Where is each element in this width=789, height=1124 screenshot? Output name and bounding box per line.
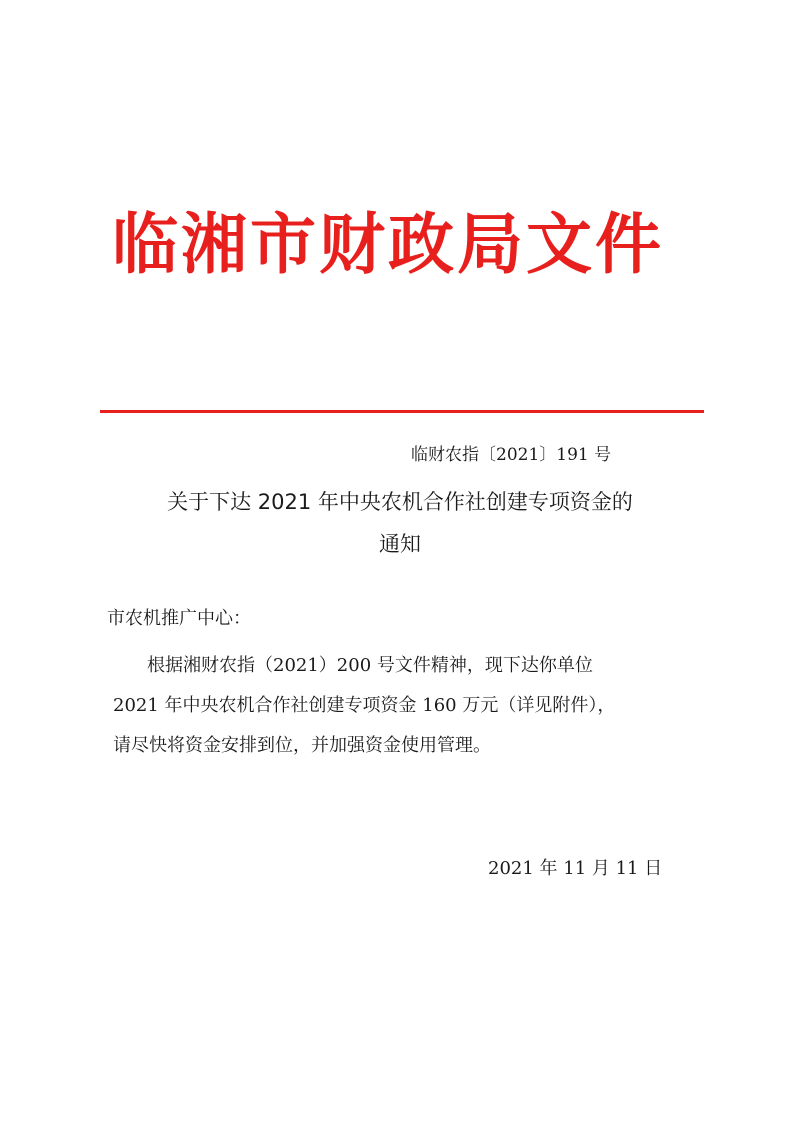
notice-title xyxy=(100,481,700,565)
document-header-title: 临湘市财政局文件 xyxy=(112,206,664,283)
body-line-2: 2021 年中央农机合作社创建专项资金 160 万元（详见附件）， xyxy=(113,695,616,716)
body-line-3: 请尽快将资金安排到位，并加强资金使用管理。 xyxy=(113,735,491,756)
notice-title-line-2: 通知 xyxy=(379,532,421,556)
recipient: 市农机推广中心： xyxy=(107,608,251,629)
body-text xyxy=(113,646,673,766)
notice-title-line-1: 关于下达 2021 年中央农机合作社创建专项资金的 xyxy=(167,490,633,514)
document-number: 临财农指〔2021〕191 号 xyxy=(411,445,612,465)
red-divider-line xyxy=(100,410,704,413)
document-date: 2021 年 11 月 11 日 xyxy=(488,858,663,879)
body-line-1: 根据湘财农指（2021）200 号文件精神，现下达你单位 xyxy=(147,655,593,676)
